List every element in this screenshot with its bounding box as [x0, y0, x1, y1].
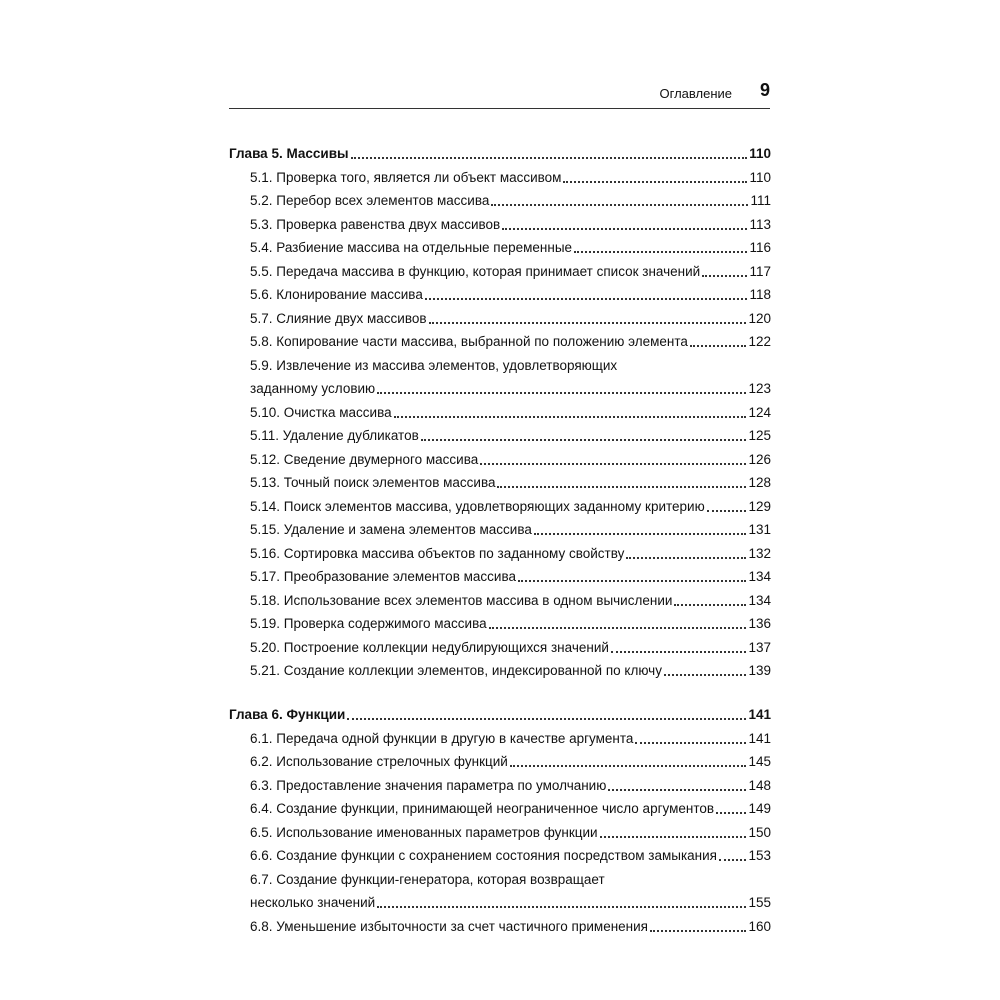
toc-chapter-page: 110 [749, 146, 771, 161]
toc-entry-page: 124 [748, 404, 771, 420]
toc-entry-title: 5.7. Слияние двух массивов [250, 310, 427, 326]
toc-entry-page: 126 [748, 451, 771, 467]
toc-leader-dots [351, 157, 748, 159]
toc-entry [229, 327, 771, 351]
toc-leader-dots [635, 742, 746, 744]
toc-entry [229, 562, 771, 586]
running-header [229, 80, 770, 109]
toc-entry-page: 129 [748, 498, 771, 514]
toc-entry-title: 5.14. Поиск элементов массива, удовлетворяющих заданному критерию [250, 498, 705, 514]
toc-leader-dots [480, 463, 746, 465]
toc-leader-dots [719, 859, 746, 861]
toc-entry-title: 5.6. Клонирование массива [250, 287, 423, 302]
toc-entry-title: 6.5. Использование именованных параметров функции [250, 824, 598, 840]
toc-entry-title: 5.13. Точный поиск элементов массива [250, 475, 496, 490]
toc-entry-page: 111 [750, 193, 771, 208]
toc-leader-dots [347, 718, 746, 720]
page-number: 9 [759, 80, 770, 100]
toc-entry-title-continued: заданному условию [250, 381, 376, 396]
toc-entry-page: 131 [748, 522, 771, 537]
toc-entry-page: 132 [748, 545, 771, 561]
toc-entry-title: 5.11. Удаление дубликатов [250, 428, 419, 443]
toc-entry [229, 538, 771, 562]
toc-entry-page: 110 [749, 169, 771, 185]
toc-leader-dots [608, 789, 746, 791]
toc-entry [229, 186, 771, 210]
toc-entry [229, 864, 771, 911]
toc-chapter [229, 700, 771, 935]
toc-leader-dots [664, 674, 747, 676]
toc-entry [229, 585, 771, 609]
toc-entry [229, 397, 771, 421]
toc-leader-dots [491, 204, 748, 206]
toc-leader-dots [650, 930, 746, 932]
toc-entry-title-continued: несколько значений [250, 895, 376, 910]
toc-entry [229, 256, 771, 280]
toc-entry [229, 468, 771, 492]
toc-entry-title: 5.5. Передача массива в функцию, которая принимает список значений [250, 263, 701, 279]
toc-entry-page: 136 [748, 616, 771, 631]
toc-entry-title: 6.8. Уменьшение избыточности за счет частичного применения [250, 918, 648, 934]
toc-entry-page: 125 [748, 428, 771, 443]
toc-entry-title: 5.10. Очистка массива [250, 404, 392, 420]
toc-entry [229, 609, 771, 633]
toc-entry-page: 150 [748, 824, 771, 840]
toc-chapter-page: 141 [748, 707, 771, 722]
toc-entry-title: 5.19. Проверка содержимого массива [250, 616, 487, 631]
toc-entry [229, 841, 771, 865]
toc-leader-dots [421, 439, 747, 441]
toc-leader-dots [518, 580, 746, 582]
toc-leader-dots [707, 510, 747, 512]
toc-entry-page: 118 [749, 287, 771, 302]
toc-entry-page: 141 [748, 730, 771, 746]
toc-entry-title: 5.16. Сортировка массива объектов по заданному свойству [250, 545, 625, 561]
toc-entry-title: 5.9. Извлечение из массива элементов, удовлетворяющих [250, 357, 618, 373]
toc-entry [229, 280, 771, 304]
toc-leader-dots [600, 836, 747, 838]
toc-entry-page: 128 [748, 475, 771, 490]
toc-leader-dots [626, 557, 746, 559]
toc-entry-page: 134 [748, 592, 771, 608]
toc-leader-dots [489, 627, 747, 629]
toc-entry-title: 5.17. Преобразование элементов массива [250, 569, 516, 584]
toc-entry-page: 134 [748, 569, 771, 584]
toc-entry-page: 155 [748, 895, 771, 910]
toc-entry [229, 656, 771, 680]
toc-entry [229, 911, 771, 935]
toc-entry [229, 747, 771, 771]
toc-entry-page: 120 [748, 310, 771, 326]
toc-entry-title: 5.12. Сведение двумерного массива [250, 451, 479, 467]
toc-leader-dots [429, 322, 747, 324]
toc-entry [229, 162, 771, 186]
toc-entry-title: 5.1. Проверка того, является ли объект массивом [250, 169, 562, 185]
toc-chapter-title: Глава 5. Массивы [229, 146, 349, 161]
toc-entry-page: 139 [748, 663, 771, 678]
toc-leader-dots [563, 181, 747, 183]
toc-leader-dots [497, 486, 746, 488]
toc-leader-dots [394, 416, 747, 418]
toc-entry-title: 6.3. Предоставление значения параметра по умолчанию [250, 777, 607, 793]
toc-leader-dots [702, 275, 747, 277]
toc-leader-dots [611, 651, 747, 653]
toc-entry-page: 113 [749, 216, 771, 232]
toc-leader-dots [690, 345, 747, 347]
toc-entry-title: 5.3. Проверка равенства двух массивов [250, 216, 501, 232]
toc-entry [229, 515, 771, 539]
toc-entry [229, 491, 771, 515]
table-of-contents [229, 139, 771, 956]
toc-entry [229, 817, 771, 841]
toc-entry-page: 149 [748, 801, 771, 816]
toc-leader-dots [574, 251, 747, 253]
toc-entry-title: 5.8. Копирование части массива, выбранной по положению элемента [250, 334, 688, 349]
toc-entry-page: 137 [748, 639, 771, 655]
toc-leader-dots [425, 298, 748, 300]
toc-entry-title: 5.2. Перебор всех элементов массива [250, 193, 490, 208]
toc-leader-dots [674, 604, 746, 606]
toc-entry-title: 6.2. Использование стрелочных функций [250, 754, 508, 769]
toc-entry [229, 350, 771, 397]
toc-leader-dots [534, 533, 747, 535]
toc-entry-page: 122 [748, 334, 771, 349]
toc-entry-page: 123 [748, 381, 771, 396]
toc-entry [229, 209, 771, 233]
toc-chapter [229, 139, 771, 679]
toc-entry-page: 116 [749, 240, 771, 255]
toc-chapter-heading [229, 139, 771, 162]
running-header-title: Оглавление [659, 86, 732, 101]
toc-entry [229, 723, 771, 747]
toc-entry-page: 160 [748, 918, 771, 934]
toc-entry [229, 444, 771, 468]
toc-entry-title: 5.21. Создание коллекции элементов, индексированной по ключу [250, 663, 662, 678]
toc-entry [229, 770, 771, 794]
toc-chapter-heading [229, 700, 771, 723]
toc-leader-dots [502, 228, 747, 230]
toc-entry-page: 148 [748, 777, 771, 793]
toc-entry-title: 6.4. Создание функции, принимающей неограниченное число аргументов [250, 801, 715, 816]
toc-entry [229, 233, 771, 257]
toc-entry-title: 5.15. Удаление и замена элементов массива [250, 522, 532, 537]
toc-entry-page: 117 [749, 263, 771, 279]
toc-leader-dots [510, 765, 747, 767]
toc-entry-title: 6.1. Передача одной функции в другую в качестве аргумента [250, 730, 634, 746]
toc-entry-title: 5.18. Использование всех элементов массива в одном вычислении [250, 592, 673, 608]
toc-entry [229, 303, 771, 327]
toc-entry [229, 794, 771, 818]
toc-entry-title: 6.6. Создание функции с сохранением состояния посредством замыкания [250, 848, 717, 863]
toc-leader-dots [377, 906, 746, 908]
toc-leader-dots [716, 812, 746, 814]
toc-entry [229, 632, 771, 656]
toc-entry-page: 145 [748, 754, 771, 769]
toc-entry-title: 5.4. Разбиение массива на отдельные переменные [250, 240, 573, 255]
toc-leader-dots [377, 392, 746, 394]
toc-entry-page: 153 [748, 848, 771, 863]
toc-entry [229, 421, 771, 445]
toc-entry-title: 5.20. Построение коллекции недублирующихся значений [250, 639, 609, 655]
toc-chapter-title: Глава 6. Функции [229, 707, 346, 722]
toc-entry-title: 6.7. Создание функции-генератора, которая возвращает [250, 871, 605, 887]
